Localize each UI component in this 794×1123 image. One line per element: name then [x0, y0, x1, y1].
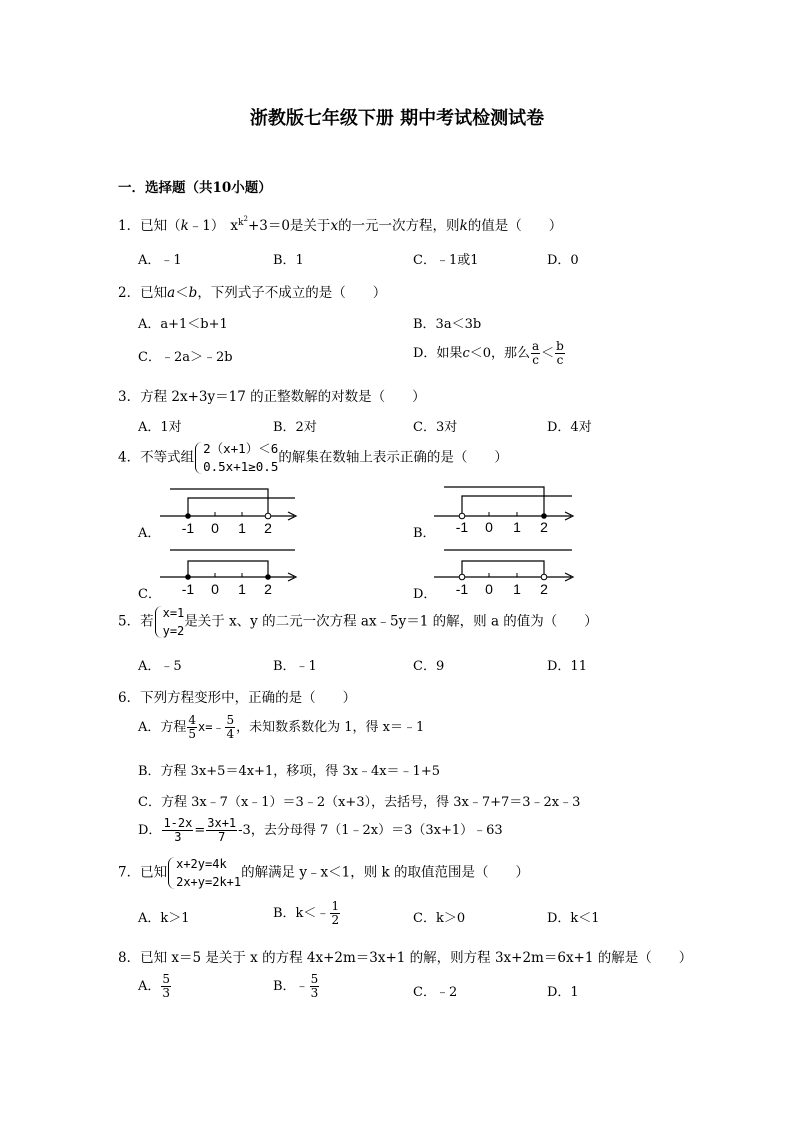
question-4-stem: 4．不等式组 2（x+1）＜6 0.5x+1≥0.5 的解集在数轴上表示正确的是（ ） — [118, 441, 508, 474]
tick-label: -1 — [455, 581, 469, 597]
q4-number-line-a[interactable] — [160, 484, 305, 536]
fraction: $\frac{1}{2}$ — [331, 899, 340, 927]
tick-label: 0 — [211, 581, 219, 597]
q2-option-b[interactable]: B．3a＜3b — [413, 317, 482, 332]
q7-option-c[interactable]: C．k＞0 — [413, 911, 466, 926]
fraction: $\frac{5}{3}$ — [162, 972, 171, 1000]
tick-label: 1 — [513, 519, 521, 534]
q4-option-a-label[interactable]: A． — [138, 526, 161, 541]
fraction: $\frac{a}{c}$ — [532, 339, 540, 367]
q3-option-d[interactable]: D．4对 — [547, 420, 592, 435]
question-3-stem: 3．方程 2x+3y＝17 的正整数解的对数是（ ） — [118, 389, 426, 405]
fraction: $\frac{3x+1}{7}$ — [207, 816, 237, 844]
q6-option-c[interactable]: C．方程 3x﹣7（x﹣1）＝3﹣2（x+3），去括号，得 3x﹣7+7＝3﹣2x﹣3 — [138, 795, 581, 810]
q6-option-b[interactable]: B．方程 3x+5＝4x+1，移项，得 3x﹣4x＝﹣1+5 — [138, 764, 440, 779]
q5-option-b[interactable]: B．﹣1 — [273, 659, 317, 674]
q2-option-d[interactable]: D．如果c＜0，那么 $\frac{a}{c}$ ＜ $\frac{b}{c}$ — [413, 339, 564, 367]
q5-option-d[interactable]: D．11 — [547, 659, 587, 674]
q1-option-b[interactable]: B．1 — [273, 253, 304, 268]
section-heading: 一．选择题（共10小题） — [118, 180, 272, 196]
question-2-stem: 2．已知a＜b，下列式子不成立的是（ ） — [118, 285, 387, 301]
q5-option-a[interactable]: A．﹣5 — [138, 659, 182, 674]
tick-label: 2 — [264, 520, 272, 536]
q6-option-d[interactable]: D． $\frac{1-2x}{3}$ = $\frac{3x+1}{7}$ -3，去分母得 7（1﹣2x）＝3（3x+1）﹣63 — [138, 816, 503, 844]
inequality-system: 2（x+1）＜6 0.5x+1≥0.5 — [194, 440, 278, 476]
q2-option-a[interactable]: A．a+1＜b+1 — [138, 317, 228, 332]
tick-label: 2 — [540, 519, 548, 534]
tick-label: 1 — [238, 581, 246, 597]
question-8-stem: 8．已知 x＝5 是关于 x 的方程 4x+2m＝3x+1 的解，则方程 3x+2m＝6x+1 的解是（ ） — [118, 950, 693, 966]
q1-option-c[interactable]: C．﹣1或1 — [413, 253, 479, 268]
question-1-stem: 1．已知（k﹣1） $x^{k^2}+3=0$是关于x的一元一次方程，则k的值是（ ） — [118, 214, 563, 234]
tick-label: -1 — [455, 519, 469, 534]
tick-label: -1 — [181, 581, 195, 597]
q4-number-line-d[interactable] — [434, 545, 579, 597]
fraction: $\frac{4}{5}$ — [188, 713, 197, 741]
q1-option-d[interactable]: D．0 — [547, 253, 579, 268]
page-title: 浙教版七年级下册 期中考试检测试卷 — [249, 108, 545, 129]
q8-option-a[interactable]: A． $\frac{5}{3}$ — [138, 972, 171, 1000]
q3-option-b[interactable]: B．2对 — [273, 420, 317, 435]
question-5-stem: 5．若 x=1 y=2 是关于 x、y 的二元一次方程 ax﹣5y＝1 的解，则 a 的值为（ ） — [118, 606, 598, 638]
equation-system: x+2y=4k 2x+y=2k+1 — [167, 855, 241, 891]
question-7-stem: 7．已知 x+2y=4k 2x+y=2k+1 的解满足 y﹣x＜1，则 k 的取值范围是（ ） — [118, 857, 530, 889]
q8-option-c[interactable]: C．﹣2 — [413, 985, 458, 1000]
q5-option-c[interactable]: C．9 — [413, 659, 445, 674]
equation-system: x=1 y=2 — [154, 604, 185, 640]
tick-label: 0 — [211, 520, 219, 536]
q8-option-b[interactable]: B．﹣ $\frac{5}{3}$ — [273, 972, 319, 1000]
fraction: $\frac{b}{c}$ — [556, 339, 564, 367]
q7-option-a[interactable]: A．k＞1 — [138, 911, 190, 926]
q4-option-b-label[interactable]: B． — [413, 526, 436, 541]
tick-label: 1 — [513, 581, 521, 597]
q3-option-a[interactable]: A．1对 — [138, 420, 182, 435]
q4-option-c-label[interactable]: C． — [138, 587, 161, 602]
q1-option-a[interactable]: A．﹣1 — [138, 253, 182, 268]
fraction: $\frac{5}{3}$ — [310, 972, 319, 1000]
q7-option-b[interactable]: B．k＜﹣ $\frac{1}{2}$ — [273, 899, 340, 927]
fraction: $\frac{1-2x}{3}$ — [163, 816, 193, 844]
q6-option-a[interactable]: A．方程 $\frac{4}{5}$ x=﹣ $\frac{5}{4}$ ，未知数系数化为 1，得 x＝﹣1 — [138, 713, 425, 741]
fraction: $\frac{5}{4}$ — [226, 713, 235, 741]
q4-option-d-label[interactable]: D． — [413, 587, 437, 602]
question-6-stem: 6．下列方程变形中，正确的是（ ） — [118, 690, 357, 706]
tick-label: 0 — [485, 581, 493, 597]
q3-option-c[interactable]: C．3对 — [413, 420, 458, 435]
tick-label: 0 — [485, 519, 493, 534]
tick-label: 2 — [540, 581, 548, 597]
q4-number-line-b[interactable] — [434, 482, 579, 534]
q7-option-d[interactable]: D．k＜1 — [547, 911, 600, 926]
tick-label: 2 — [264, 581, 272, 597]
tick-label: -1 — [181, 520, 195, 536]
q2-option-c[interactable]: C．﹣2a＞﹣2b — [138, 350, 233, 365]
q8-option-d[interactable]: D．1 — [547, 985, 579, 1000]
tick-label: 1 — [238, 520, 246, 536]
q4-number-line-c[interactable] — [160, 545, 305, 597]
